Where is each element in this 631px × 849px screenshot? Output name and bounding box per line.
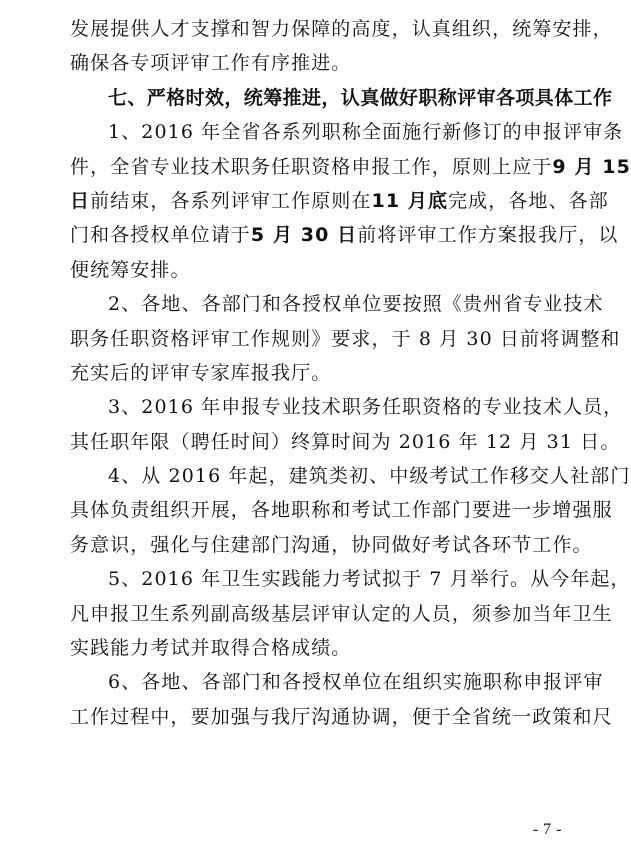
paragraph-text: 件，全省专业技术职务任职资格申报工作，原则上应于 — [70, 155, 553, 178]
paragraph-line: 实践能力考试并取得合格成绩。 — [70, 637, 352, 660]
paragraph-line: 具体负责组织开展，各地职称和考试工作部门要进一步增强服 — [70, 499, 613, 522]
paragraph-line: 1、2016 年全省各系列职称全面施行新修订的申报评审条 — [108, 121, 624, 144]
paragraph-line: 凡申报卫生系列副高级基层评审认定的人员，须参加当年卫生 — [70, 602, 613, 625]
document-body — [70, 12, 631, 734]
paragraph-text: 前结束，各系列评审工作原则在 — [90, 189, 372, 212]
paragraph-line: 发展提供人才支撑和智力保障的高度，认真组织，统筹安排， — [70, 18, 613, 40]
page-number: - 7 - — [532, 821, 562, 838]
deadline-emphasis: 11 月底 — [371, 189, 449, 212]
paragraph-line — [70, 150, 631, 184]
paragraph-line: 2、各地、各部门和各授权单位要按照《贵州省专业技术 — [108, 293, 604, 316]
paragraph-line: 充实后的评审专家库报我厅。 — [70, 361, 332, 384]
paragraph-line: 工作过程中，要加强与我厅沟通协调，便于全省统一政策和尺 — [70, 705, 613, 728]
section-heading: 七、严格时效，统筹推进，认真做好职称评审各项具体工作 — [108, 86, 613, 109]
paragraph-line: 5、2016 年卫生实践能力考试拟于 7 月举行。从今年起， — [108, 568, 631, 591]
paragraph-text: 前将评审工作方案报我厅，以 — [357, 224, 619, 247]
paragraph-line: 其任职年限（聘任时间）终算时间为 2016 年 12 月 31 日。 — [70, 430, 621, 453]
paragraph-line: 3、2016 年申报专业技术职务任职资格的专业技术人员， — [108, 396, 624, 419]
paragraph-line: 6、各地、各部门和各授权单位在组织实施职称申报评审 — [108, 671, 604, 694]
paragraph-line: 确保各专项评审工作有序推进。 — [70, 52, 352, 75]
paragraph-line: 职务任职资格评审工作规则》要求，于 8 月 30 日前将调整和 — [70, 327, 621, 350]
paragraph-line: 务意识，强化与住建部门沟通，协同做好考试各环节工作。 — [70, 533, 593, 556]
paragraph-line: 4、从 2016 年起，建筑类初、中级考试工作移交人社部门 — [108, 465, 631, 488]
paragraph-text: 完成，各地、各部 — [448, 189, 609, 212]
paragraph-line: 便统筹安排。 — [70, 258, 191, 281]
paragraph-text: 门和各授权单位请于 — [70, 224, 251, 247]
deadline-emphasis: 9 月 15 — [552, 155, 631, 178]
paragraph-line — [70, 218, 619, 252]
deadline-emphasis: 5 月 30 日 — [250, 224, 358, 247]
deadline-emphasis: 日 — [70, 189, 91, 212]
paragraph-line — [70, 184, 609, 218]
